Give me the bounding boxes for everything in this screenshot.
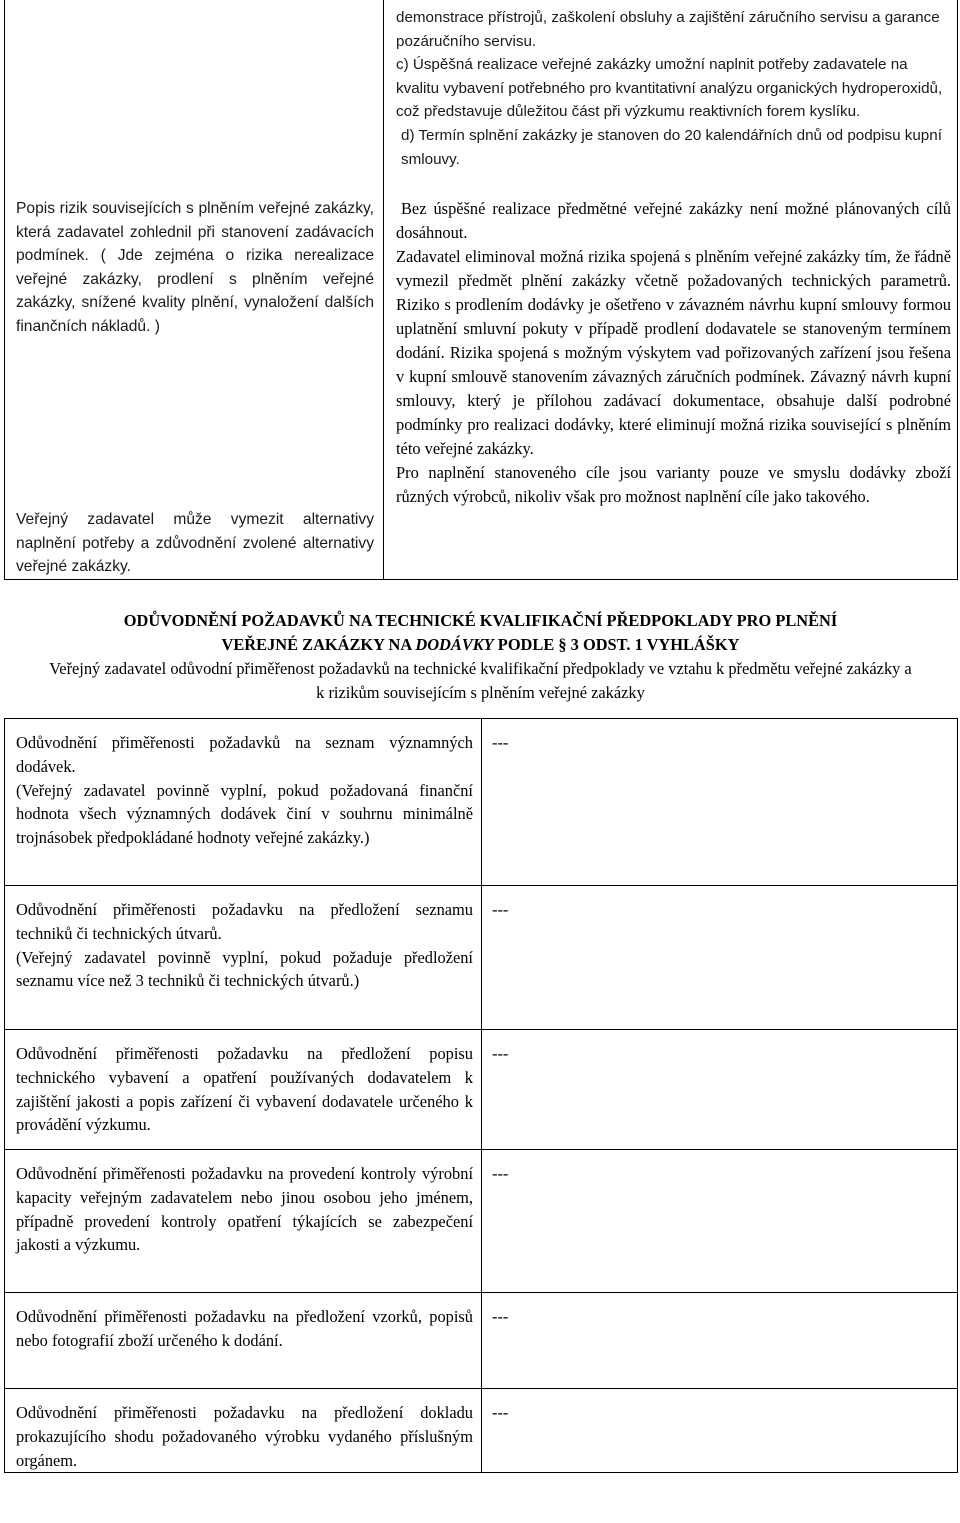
- heading-line-2: [4, 633, 957, 657]
- requirement-value: ---: [492, 1164, 509, 1183]
- section-heading: [4, 609, 957, 705]
- requirement-value: ---: [492, 1307, 509, 1326]
- requirement-note: (Veřejný zadavatel povinně vyplní, pokud požadovaná finanční hodnota všech významných dodávek činí v souhrnu minimálně trojnásobek předpokládané hodnoty veřejné zakázky.): [16, 780, 473, 848]
- risk-description-label: Popis rizik souvisejících s plněním veřejné zakázky, která zadavatel zohlednil při stanovení zadávacích podmínek. ( Jde zejména o rizika nerealizace veřejné zakázky, prodlení s plněním veřejné zakázky, snížené kvality plnění, vynaložení dalších finančních nákladů. ): [16, 200, 374, 335]
- heading-line-2-part-b: PODLE: [493, 635, 559, 654]
- requirement-value-cell: [482, 1150, 958, 1293]
- requirement-label: Odůvodnění přiměřenosti požadavku na předložení popisu technického vybavení a opatření používaných dodavatelem k zajištění jakosti a popis zařízení či vybavení dodavatele určeného k provádění výzkumu.: [16, 1044, 473, 1135]
- intro-paragraph-d: d) Termín splnění zakázky je stanoven do 20 kalendářních dnů od podpisu kupní smlouvy.: [401, 126, 942, 168]
- risk-answer-paragraph-2: Zadavatel eliminoval možná rizika spojená s plněním veřejné zakázky tím, že řádně vymezil předmět plnění zakázky včetně požadovaných technických parametrů. Riziko s prodlením dodávky je ošetřeno v závazném návrhu kupní smlouvy formou uplatnění smluvní pokuty v případě prodlení dodavatele se stanoveným termínem dodání. Rizika spojená s možným výskytem vad pořizovaných zařízení jsou řešena v kupní smlouvě stanovením závazných záručních podmínek. Závazný návrh kupní smlouvy, který je přílohou zadávací dokumentace, obsahuje další podrobné podmínky pro realizaci dodávky, které eliminují možná rizika související s plněním této veřejné zakázky.: [396, 247, 951, 458]
- requirements-table: [4, 718, 958, 1473]
- table-row: [5, 1150, 958, 1293]
- table-row: [5, 886, 958, 1030]
- risk-answer-paragraph-1: Bez úspěšné realizace předmětné veřejné zakázky není možné plánovaných cílů dosáhnout.: [396, 199, 951, 242]
- table-row: [5, 1293, 958, 1389]
- requirement-value: ---: [492, 733, 509, 752]
- requirement-label: Odůvodnění přiměřenosti požadavku na předložení dokladu prokazujícího shodu požadovaného výrobku vydaného příslušným orgánem.: [16, 1403, 473, 1470]
- table-row: [5, 719, 958, 886]
- heading-subtitle: Veřejný zadavatel odůvodní přiměřenost požadavků na technické kvalifikační předpoklady ve vztahu k předmětu veřejné zakázky a k rizikům souvisejícím s plněním veřejné zakázky: [49, 659, 912, 702]
- table-row: [5, 1389, 958, 1473]
- heading-line-1: ODŮVODNĚNÍ POŽADAVKŮ NA TECHNICKÉ KVALIFIKAČNÍ PŘEDPOKLADY PRO PLNĚNÍ: [123, 611, 838, 630]
- project-intro-text: [396, 6, 951, 171]
- heading-line-2-part-c: § 3 ODST. 1 VYHLÁŠKY: [558, 635, 740, 654]
- requirement-cell: [5, 1293, 482, 1389]
- requirement-value-cell: [482, 1293, 958, 1389]
- alternatives-label: Veřejný zadavatel může vymezit alternativy naplnění potřeby a zdůvodnění zvolené alternativy veřejné zakázky.: [16, 511, 374, 576]
- requirement-label: Odůvodnění přiměřenosti požadavku na provedení kontroly výrobní kapacity veřejným zadavatelem nebo jinou osobou jeho jménem, případně provedení kontroly opatření týkajících se zabezpečení jakosti a výzkumu.: [16, 1164, 473, 1255]
- intro-paragraph-b: demonstrace přístrojů, zaškolení obsluhy a zajištění záručního servisu a garance pozáručního servisu.: [396, 9, 940, 50]
- requirement-cell: [5, 886, 482, 1030]
- requirement-value: ---: [492, 1044, 509, 1063]
- requirement-note: (Veřejný zadavatel povinně vyplní, pokud požaduje předložení seznamu více než 3 techniků či technických útvarů.): [16, 947, 473, 991]
- requirement-value: ---: [492, 900, 509, 919]
- requirement-cell: [5, 1030, 482, 1150]
- requirement-label: Odůvodnění přiměřenosti požadavků na seznam významných dodávek.: [16, 733, 473, 776]
- requirement-label: Odůvodnění přiměřenosti požadavku na předložení seznamu techniků či technických útvarů.: [16, 900, 473, 943]
- alternatives-answer-paragraph: Pro naplnění stanoveného cíle jsou varianty pouze ve smyslu dodávky zboží různých výrobců, nikoliv však pro možnost naplnění cíle jako takového.: [396, 463, 951, 506]
- requirement-value-cell: [482, 1030, 958, 1150]
- requirement-value-cell: [482, 1389, 958, 1473]
- risk-table-text-column: [384, 0, 958, 580]
- heading-line-2-italic: DODÁVKY: [415, 635, 494, 654]
- requirement-value-cell: [482, 886, 958, 1030]
- heading-line-2-part-a: VEŘEJNÉ ZAKÁZKY NA: [221, 635, 416, 654]
- requirement-label: Odůvodnění přiměřenosti požadavku na předložení vzorků, popisů nebo fotografií zboží určeného k dodání.: [16, 1307, 473, 1350]
- requirement-cell: [5, 1150, 482, 1293]
- requirement-cell: [5, 1389, 482, 1473]
- risk-answer-text: [396, 197, 951, 509]
- table-row: [5, 1030, 958, 1150]
- risk-table: [4, 0, 958, 580]
- requirement-cell: [5, 719, 482, 886]
- requirement-value: ---: [492, 1403, 509, 1422]
- risk-table-label-column: [5, 0, 384, 580]
- requirement-value-cell: [482, 719, 958, 886]
- intro-paragraph-c: c) Úspěšná realizace veřejné zakázky umožní naplnit potřeby zadavatele na kvalitu vybavení potřebného pro kvantitativní analýzu organických hydroperoxidů, což představuje důležitou část při výzkumu reaktivních forem kyslíku.: [396, 56, 943, 121]
